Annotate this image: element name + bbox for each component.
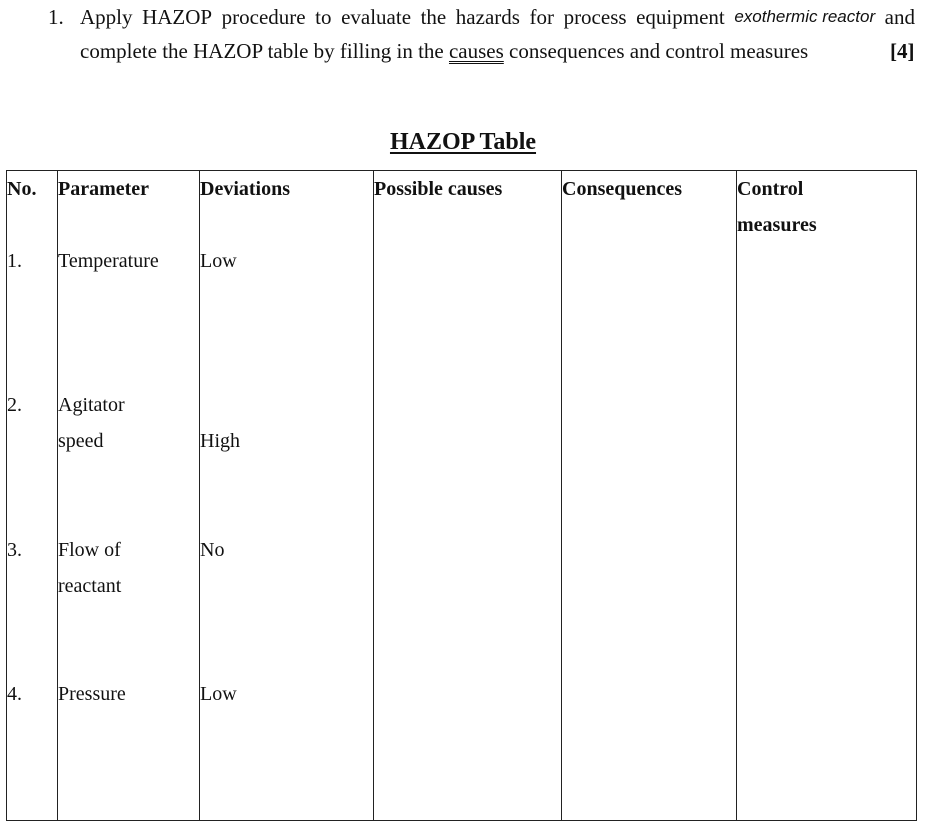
- row-number: 3.: [7, 532, 58, 604]
- causes-cell[interactable]: [374, 676, 562, 748]
- header-control-line: measures: [737, 214, 817, 236]
- row-parameter-line: Flow of: [58, 538, 121, 561]
- table-row-spacer: [7, 748, 917, 821]
- row-parameter: [58, 532, 200, 604]
- row-deviation: Low: [200, 243, 374, 315]
- question-word: evaluate: [341, 5, 412, 29]
- row-deviation-text: High: [200, 430, 240, 453]
- row-number: 4.: [7, 676, 58, 748]
- consequences-cell[interactable]: [562, 387, 737, 459]
- consequences-cell[interactable]: [562, 676, 737, 748]
- table-row: [7, 243, 917, 315]
- consequences-cell[interactable]: [562, 532, 737, 604]
- table-title: [0, 128, 926, 156]
- row-parameter: Pressure: [58, 676, 200, 748]
- table-row: [7, 532, 917, 604]
- question-word: hazards: [455, 5, 520, 29]
- question-word: for: [529, 5, 554, 29]
- question: [0, 0, 926, 80]
- row-parameter-line: Agitator: [58, 394, 125, 417]
- header-possible-causes: Possible causes: [374, 171, 562, 244]
- table-row-spacer: [7, 604, 917, 676]
- header-no: No.: [7, 171, 58, 244]
- row-deviation: Low: [200, 676, 374, 748]
- row-number: 1.: [7, 243, 58, 315]
- marks: [4]: [890, 39, 915, 63]
- row-parameter-line: speed: [58, 430, 104, 453]
- header-deviations: Deviations: [200, 171, 374, 244]
- row-parameter: Temperature: [58, 243, 200, 315]
- causes-cell[interactable]: [374, 532, 562, 604]
- control-measures-cell[interactable]: [737, 532, 917, 604]
- row-deviation: [200, 387, 374, 459]
- question-word: procedure: [221, 5, 306, 29]
- control-measures-cell[interactable]: [737, 243, 917, 315]
- control-measures-cell[interactable]: [737, 676, 917, 748]
- table-header-row: [7, 171, 917, 244]
- table-row-spacer: [7, 459, 917, 531]
- header-consequences: Consequences: [562, 171, 737, 244]
- question-word: process: [563, 5, 627, 29]
- table-row: [7, 387, 917, 459]
- equipment-name: exothermic reactor: [734, 7, 876, 26]
- question-word: and: [884, 5, 915, 29]
- question-text: consequences and control measures: [503, 39, 809, 63]
- question-number: 1.: [48, 5, 64, 29]
- row-deviation: No: [200, 532, 374, 604]
- table-row: [7, 676, 917, 748]
- header-control-line: Control: [737, 178, 804, 200]
- control-measures-cell[interactable]: [737, 387, 917, 459]
- question-word: the: [420, 5, 447, 29]
- consequences-cell[interactable]: [562, 243, 737, 315]
- table-row-spacer: [7, 315, 917, 387]
- question-word: equipment: [636, 5, 725, 29]
- question-word: Apply: [80, 5, 133, 29]
- table-title-text: HAZOP Table: [389, 129, 537, 155]
- causes-cell[interactable]: [374, 243, 562, 315]
- causes-cell[interactable]: [374, 387, 562, 459]
- row-parameter: [58, 387, 200, 459]
- row-parameter-line: reactant: [58, 574, 122, 597]
- underlined-word: causes: [448, 39, 504, 63]
- question-text: complete the HAZOP table by filling in the: [80, 39, 449, 63]
- question-word: to: [315, 5, 332, 29]
- row-number: 2.: [7, 387, 58, 459]
- question-line-1: [80, 4, 915, 30]
- question-word: HAZOP: [142, 5, 213, 29]
- hazop-table: [6, 170, 917, 821]
- header-control-measures: [737, 171, 917, 244]
- question-line-2: [80, 38, 808, 64]
- header-parameter: Parameter: [58, 171, 200, 244]
